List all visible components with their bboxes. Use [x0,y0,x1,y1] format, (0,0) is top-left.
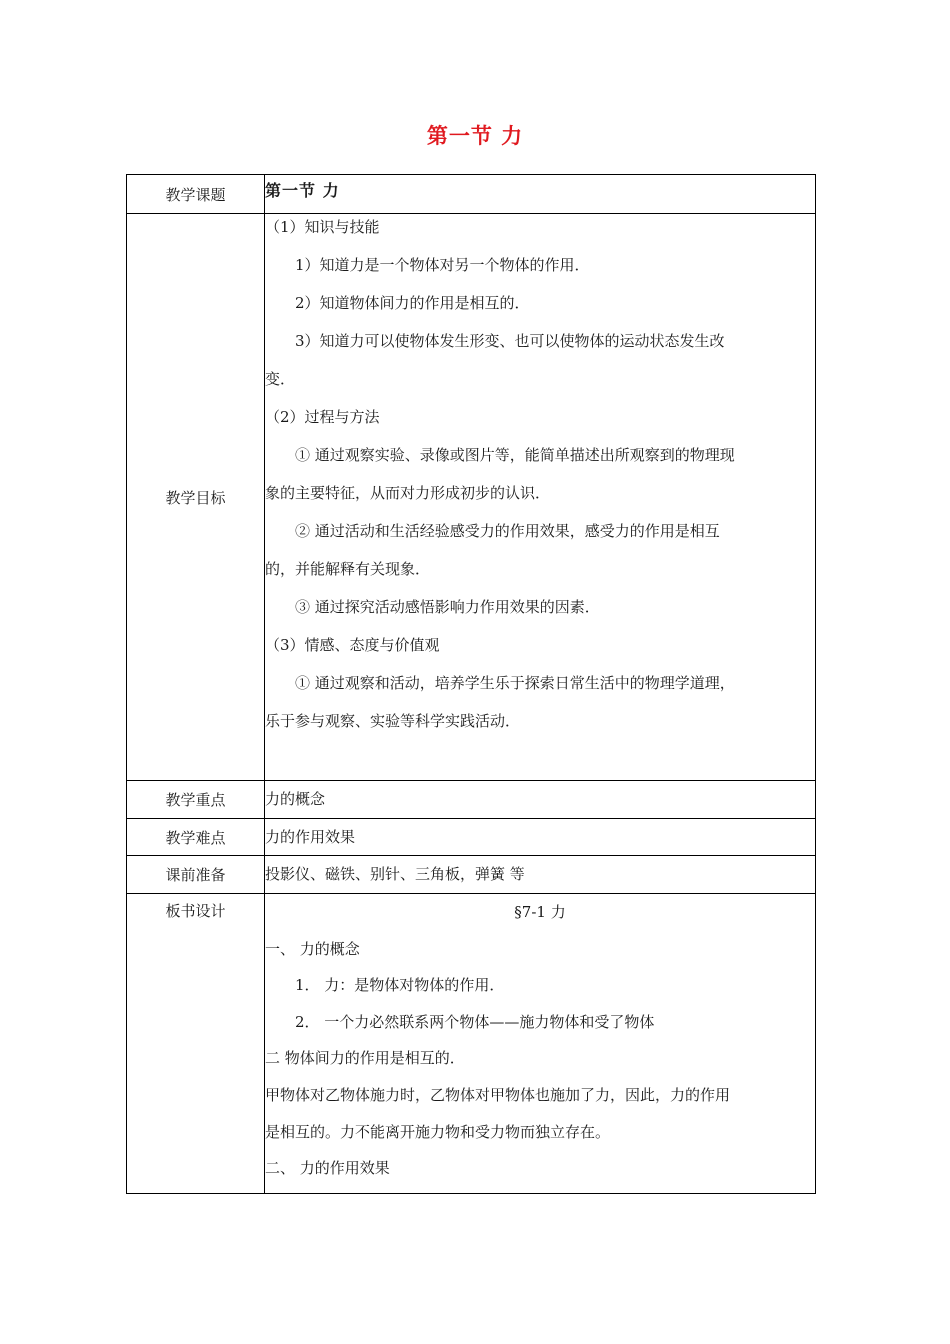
row-preparation [127,856,816,894]
preparation-label: 课前准备 [127,856,265,894]
document-title: 第一节 力 [426,123,524,148]
goal-item-continued: 乐于参与观察、实验等科学实践活动． [265,712,521,730]
goal-item: ① 通过观察实验、录像或图片等，能简单描述出所观察到的物理现 [295,446,735,464]
difficulties-value-cell [265,819,816,856]
row-board-design [127,894,816,1194]
board-section-1: 一、 力的概念 [265,939,360,958]
goal-item: ② 通过活动和生活经验感受力的作用效果，感受力的作用是相互 [295,522,720,540]
board-content [265,894,816,1194]
goal-item: 1）知道力是一个物体对另一个物体的作用． [295,256,590,274]
board-heading: §7-1 力 [514,903,566,921]
board-section-2: 二 物体间力的作用是相互的． [265,1049,465,1068]
board-paragraph-continued: 是相互的。力不能离开施力物和受力物而独立存在。 [265,1122,611,1141]
topic-label: 教学课题 [127,175,265,214]
goal-item-continued: 象的主要特征，从而对力形成初步的认识． [265,484,551,502]
goal-item: 2）知道物体间力的作用是相互的． [295,294,530,312]
goal-item-continued: 的，并能解释有关现象． [265,560,431,578]
difficulties-value: 力的作用效果 [265,828,356,846]
lesson-plan-table [126,174,816,1194]
goals-content [265,214,816,781]
row-key-points [127,781,816,819]
goals-label: 教学目标 [127,214,265,781]
row-goals [127,214,816,781]
goal-item: 3）知道力可以使物体发生形变、也可以使物体的运动状态发生改 [295,332,725,350]
key-points-value: 力的概念 [265,790,326,808]
preparation-value: 投影仪、磁铁、别针、三角板，弹簧 等 [265,865,525,883]
goal-item-continued: 变． [265,370,296,388]
goal-item: ③ 通过探究活动感悟影响力作用效果的因素． [295,598,600,616]
goal-heading-knowledge: （1）知识与技能 [265,218,380,236]
board-item: 2． 一个力必然联系两个物体——施力物体和受了物体 [295,1012,655,1031]
board-item: 1． 力：是物体对物体的作用． [295,976,505,995]
topic-value: 第一节 力 [265,181,340,200]
board-section-3: 二、 力的作用效果 [265,1159,390,1178]
goal-heading-process: （2）过程与方法 [265,408,380,426]
key-points-value-cell [265,781,816,819]
board-paragraph: 甲物体对乙物体施力时，乙物体对甲物体也施加了力，因此，力的作用 [265,1085,731,1104]
row-difficulties [127,819,816,856]
goal-heading-attitude: （3）情感、态度与价值观 [265,636,440,654]
goal-item: ① 通过观察和活动，培养学生乐于探索日常生活中的物理学道理， [295,674,735,692]
difficulties-label: 教学难点 [127,819,265,856]
board-label: 板书设计 [127,894,265,1194]
preparation-value-cell [265,856,816,894]
key-points-label: 教学重点 [127,781,265,819]
